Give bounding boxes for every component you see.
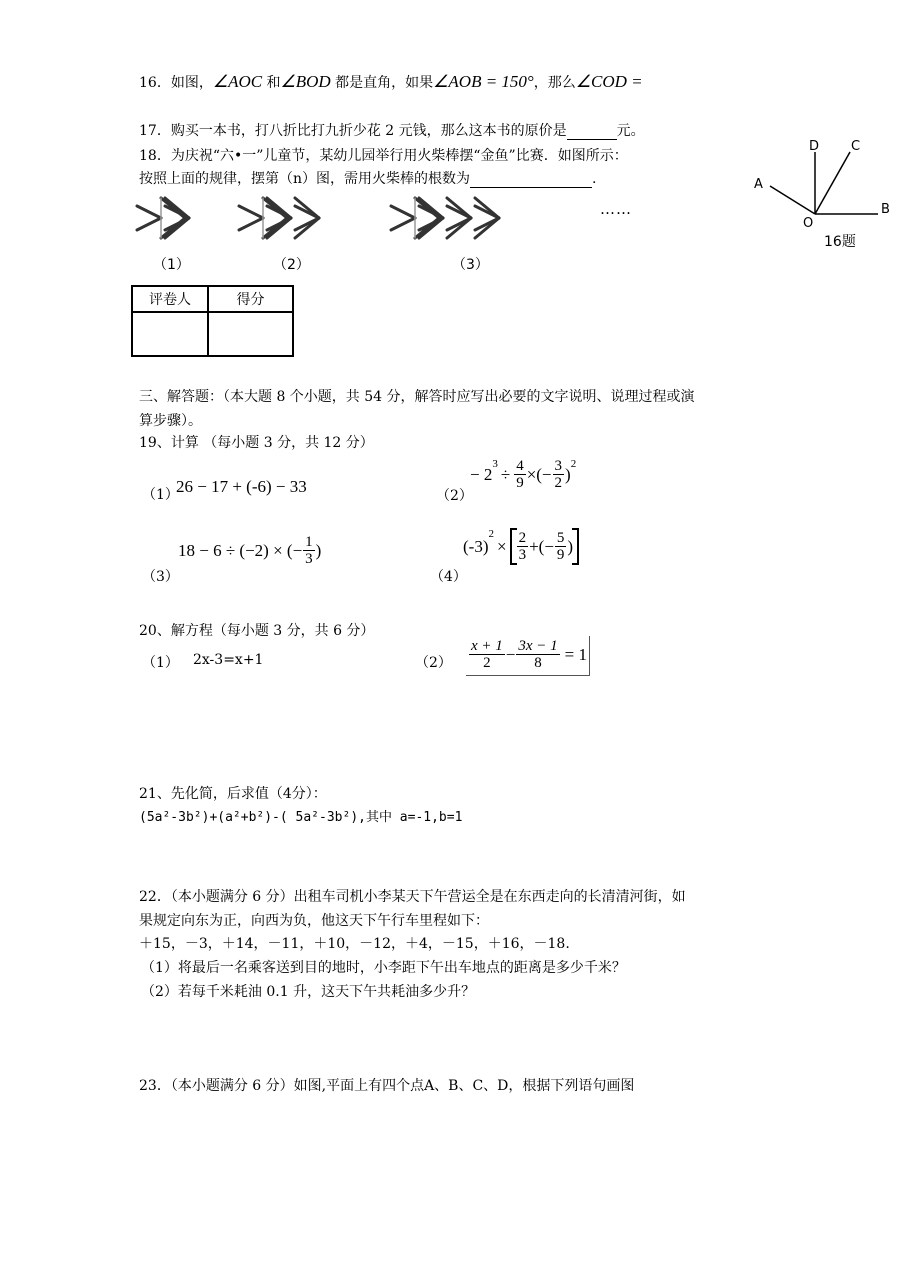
score-table <box>131 285 294 357</box>
angle-aob-given: ∠AOB = 150° <box>433 72 534 91</box>
matchstick-fish-figures <box>135 192 615 244</box>
q19-label-2: （2） <box>436 488 473 504</box>
score-cell[interactable] <box>208 312 293 356</box>
fish-label-3: （3） <box>452 257 489 273</box>
question-22-part1: （1）将最后一名乘客送到目的地时，小李距下午出车地点的距离是多少千米？ <box>141 960 626 976</box>
fish-label-2: （2） <box>273 257 310 273</box>
point-d-label: D <box>809 139 820 154</box>
q19-expr-1: 26 − 17 + (-6) − 33 <box>176 477 307 496</box>
question-22-mileage: ＋15，－3，＋14，－11，＋10，－12，＋4，－15，＋16，－18. <box>139 936 570 952</box>
question-19-title: 19、计算 （每小题 3 分，共 12 分） <box>139 435 374 451</box>
angle-aoc: ∠AOC <box>212 72 263 91</box>
question-16: 16．如图，∠AOC 和∠BOD 都是直角，如果∠AOB = 150°，那么∠COD = <box>139 72 643 91</box>
answer-blank-17 <box>567 123 617 140</box>
answer-blank-18 <box>470 171 592 188</box>
question-23: 23．（本小题满分 6 分）如图,平面上有四个点A、B、C、D，根据下列语句画图 <box>139 1078 635 1094</box>
section-3-heading: 三、解答题：（本大题 8 个小题，共 54 分，解答时应写出必要的文字说明、说理过程或演 <box>139 389 695 405</box>
fish-figure-2 <box>239 198 319 238</box>
ray-oc <box>815 152 850 214</box>
fish-figure-1 <box>137 198 189 238</box>
q20-equation-2: $\frac{x + 1}{2}$ − $\frac{3x - 1}{8}$ = 1 <box>466 636 590 676</box>
figure-ellipsis: …… <box>600 200 632 218</box>
fraction-3x-minus-1-over-8: $\frac{3x - 1}{8}$ <box>518 638 558 671</box>
fraction-3-2: $\frac{3}{2}$ <box>554 458 563 491</box>
q19-expr-3: 18 − 6 ÷ (−2) × (− $\frac{1}{3}$ ) <box>178 534 322 567</box>
angle-cod-ask: ∠COD = <box>575 72 643 91</box>
question-18-line2: 按照上面的规律，摆第（n）图，需用火柴棒的根数为 . <box>139 171 597 187</box>
point-c-label: C <box>851 139 861 154</box>
fish-label-1: （1） <box>153 257 190 273</box>
question-21-title: 21、先化简，后求值（4分）： <box>139 786 327 802</box>
fraction-1-3: $\frac{1}{3}$ <box>305 534 313 567</box>
question-22-part2: （2）若每千米耗油 0.1 升，这天下午共耗油多少升？ <box>141 984 476 1000</box>
question-21-expression: (5a²-3b²)+(a²+b²)-( 5a²-3b²),其中 a=-1,b=1 <box>139 810 463 825</box>
q19-label-3: （3） <box>142 569 179 585</box>
section-3-heading-cont: 算步骤）。 <box>139 413 202 429</box>
grader-cell[interactable] <box>132 312 208 356</box>
point-a-label: A <box>754 177 763 192</box>
grader-header: 评卷人 <box>132 286 208 312</box>
fraction-x-plus-1-over-2: $\frac{x + 1}{2}$ <box>471 638 503 671</box>
q19-label-1: （1） <box>142 487 179 503</box>
q19-expr-4: (-3) $^2$ × $\frac{2}{3}$ +(− $\frac{5}{9}$ ) <box>463 528 579 565</box>
q19-expr-2: − 2 $^3$ ÷ $\frac{4}{9}$ ×(− $\frac{3}{2}$ ) $^2$ <box>470 458 577 491</box>
square-bracket-group: $\frac{2}{3}$ +(− $\frac{5}{9}$ ) <box>510 528 580 565</box>
q20-label-2: （2） <box>415 655 452 671</box>
q20-label-1: （1） <box>142 655 179 671</box>
question-20-title: 20、解方程（每小题 3 分，共 6 分） <box>139 623 375 639</box>
figure-caption: 16题 <box>824 234 856 250</box>
point-o-label: O <box>803 216 814 231</box>
question-22-line2: 果规定向东为正，向西为负，他这天下午行车里程如下： <box>139 913 489 929</box>
score-header: 得分 <box>208 286 293 312</box>
fraction-5-9: $\frac{5}{9}$ <box>556 530 565 563</box>
angle-bod: ∠BOD <box>280 72 331 91</box>
fraction-4-9: $\frac{4}{9}$ <box>516 458 524 491</box>
angle-figure-16 <box>748 138 898 250</box>
question-17: 17．购买一本书，打八折比打九折少花 2 元钱，那么这本书的原价是 元。 <box>139 123 645 139</box>
question-18-line1: 18．为庆祝“六•一”儿童节，某幼儿园举行用火柴棒摆“金鱼”比赛．如图所示： <box>139 148 628 164</box>
ray-oa <box>770 186 815 214</box>
fraction-2-3: $\frac{2}{3}$ <box>518 530 527 563</box>
q20-equation-1: 2x-3=x+1 <box>193 652 264 668</box>
point-b-label: B <box>881 202 890 217</box>
fish-figure-3 <box>391 198 499 238</box>
question-22-line1: 22．（本小题满分 6 分）出租车司机小李某天下午营运全是在东西走向的长清清河街，如 <box>139 889 686 905</box>
q19-label-4: （4） <box>430 569 467 585</box>
